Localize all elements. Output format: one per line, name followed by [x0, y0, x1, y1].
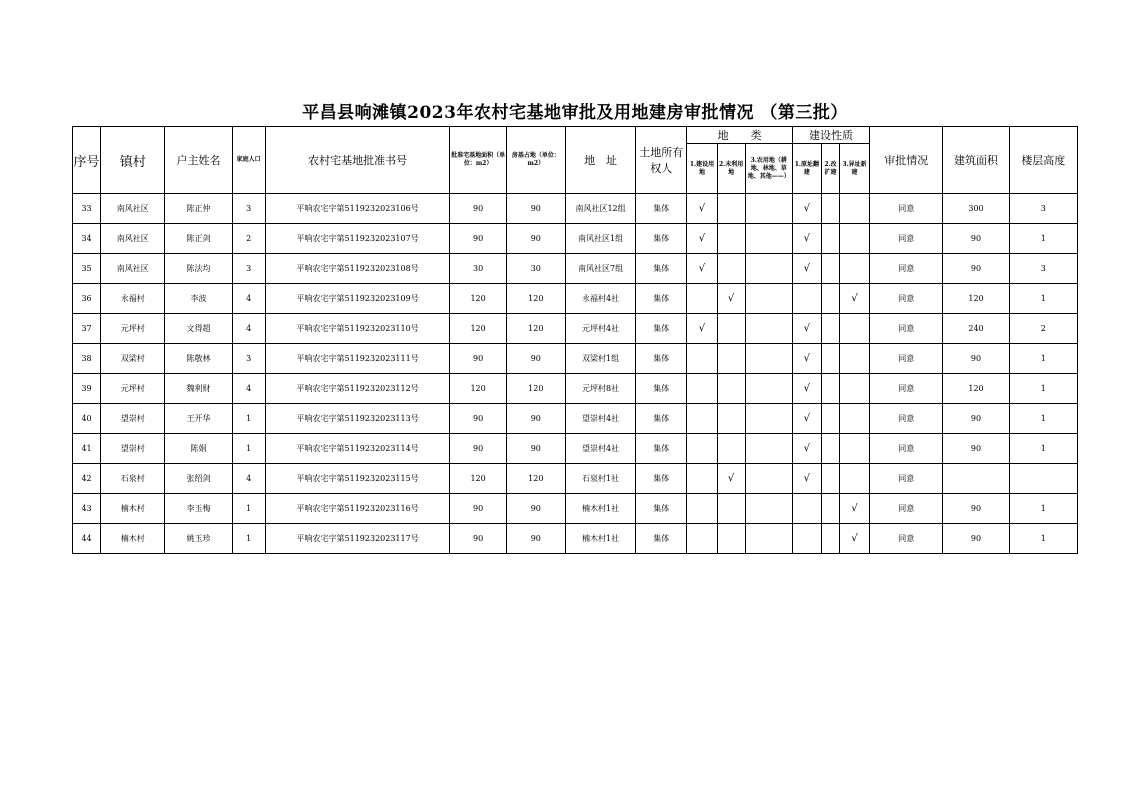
build-nature-3-mark: [839, 194, 869, 224]
table-row: [73, 404, 1078, 434]
seq-cell: 39: [73, 374, 101, 404]
header-build-nature-1-label: 1.原址翻建: [794, 160, 819, 176]
floor-area-cell: 90: [943, 404, 1009, 434]
approval-table: [72, 126, 1078, 554]
land-type-1-mark: [687, 464, 717, 494]
build-nature-1-mark: √: [792, 224, 821, 254]
floor-height-cell: 1: [1009, 344, 1077, 374]
build-nature-2-mark: [821, 374, 839, 404]
approved-area-cell: 90: [450, 494, 506, 524]
address-cell: 望崇村4社: [565, 404, 635, 434]
table-row: [73, 254, 1078, 284]
floor-area-cell: 90: [943, 434, 1009, 464]
land-type-3-mark: [745, 314, 792, 344]
build-nature-1-mark: [792, 284, 821, 314]
build-nature-3-mark: [839, 434, 869, 464]
approved-area-cell: 90: [450, 524, 506, 554]
header-land-type-2: [717, 144, 745, 194]
header-land-type-1: [687, 144, 717, 194]
land-type-2-mark: [717, 494, 745, 524]
family-size-cell: 1: [232, 434, 265, 464]
family-size-cell: 3: [232, 344, 265, 374]
floor-area-cell: [943, 464, 1009, 494]
address-cell: 南风社区12组: [565, 194, 635, 224]
build-nature-2-mark: [821, 254, 839, 284]
floor-area-cell: 300: [943, 194, 1009, 224]
land-type-3-mark: [745, 404, 792, 434]
table-row: [73, 374, 1078, 404]
approval-cell: 同意: [870, 374, 943, 404]
land-type-3-mark: [745, 194, 792, 224]
seq-cell: 44: [73, 524, 101, 554]
header-floor-area: 建筑面积: [943, 127, 1009, 194]
floor-area-cell: 120: [943, 374, 1009, 404]
address-cell: 南风社区7组: [565, 254, 635, 284]
build-nature-3-mark: [839, 224, 869, 254]
village-cell: 石泉村: [101, 464, 165, 494]
build-nature-2-mark: [821, 404, 839, 434]
build-nature-2-mark: [821, 224, 839, 254]
approval-cell: 同意: [870, 494, 943, 524]
table-row: [73, 314, 1078, 344]
house-area-cell: 120: [506, 314, 565, 344]
owner-cell: 王开华: [165, 404, 232, 434]
approved-area-cell: 120: [450, 374, 506, 404]
build-nature-3-mark: [839, 374, 869, 404]
owner-cell: 陈正剑: [165, 224, 232, 254]
header-build-nature-3: [839, 144, 869, 194]
approval-cell: 同意: [870, 404, 943, 434]
house-area-cell: 120: [506, 374, 565, 404]
house-area-cell: 90: [506, 434, 565, 464]
table-row: [73, 194, 1078, 224]
floor-height-cell: 3: [1009, 194, 1077, 224]
table-row: [73, 284, 1078, 314]
build-nature-1-mark: √: [792, 434, 821, 464]
land-type-1-mark: [687, 404, 717, 434]
cert-no-cell: 平响农宅字第5119232023106号: [265, 194, 450, 224]
build-nature-3-mark: [839, 344, 869, 374]
family-size-cell: 4: [232, 284, 265, 314]
floor-area-cell: 120: [943, 284, 1009, 314]
land-owner-cell: 集体: [636, 434, 687, 464]
cert-no-cell: 平响农宅字第5119232023114号: [265, 434, 450, 464]
build-nature-1-mark: [792, 524, 821, 554]
address-cell: 元坪村8社: [565, 374, 635, 404]
floor-height-cell: 3: [1009, 254, 1077, 284]
land-type-1-mark: √: [687, 194, 717, 224]
build-nature-1-mark: √: [792, 374, 821, 404]
house-area-cell: 90: [506, 494, 565, 524]
approved-area-cell: 90: [450, 344, 506, 374]
village-cell: 南风社区: [101, 254, 165, 284]
owner-cell: 陈法均: [165, 254, 232, 284]
seq-cell: 38: [73, 344, 101, 374]
approval-cell: 同意: [870, 254, 943, 284]
land-type-1-mark: √: [687, 314, 717, 344]
header-owner: 户主姓名: [165, 127, 232, 194]
seq-cell: 36: [73, 284, 101, 314]
header-town-village: 镇村: [101, 127, 165, 194]
cert-no-cell: 平响农宅字第5119232023107号: [265, 224, 450, 254]
land-owner-cell: 集体: [636, 314, 687, 344]
village-cell: 望崇村: [101, 434, 165, 464]
header-land-type-3: [745, 144, 792, 194]
approval-cell: 同意: [870, 314, 943, 344]
table-row: [73, 434, 1078, 464]
build-nature-3-mark: √: [839, 284, 869, 314]
floor-height-cell: 1: [1009, 524, 1077, 554]
seq-cell: 33: [73, 194, 101, 224]
header-floor-height: 楼层高度: [1009, 127, 1077, 194]
land-type-2-mark: [717, 524, 745, 554]
approval-cell: 同意: [870, 224, 943, 254]
family-size-cell: 1: [232, 404, 265, 434]
approval-cell: 同意: [870, 194, 943, 224]
header-land-type: 地 类: [687, 127, 792, 144]
family-size-cell: 1: [232, 524, 265, 554]
table-row: [73, 224, 1078, 254]
village-cell: 楠木村: [101, 524, 165, 554]
build-nature-3-mark: [839, 314, 869, 344]
approved-area-cell: 90: [450, 194, 506, 224]
village-cell: 南风社区: [101, 194, 165, 224]
land-type-3-mark: [745, 224, 792, 254]
header-land-type-3-label: 3.农用地（耕地、林地、草地、其他——）: [747, 156, 790, 180]
house-area-cell: 90: [506, 524, 565, 554]
land-type-3-mark: [745, 434, 792, 464]
land-type-1-mark: [687, 344, 717, 374]
family-size-cell: 3: [232, 254, 265, 284]
owner-cell: 魏利财: [165, 374, 232, 404]
owner-cell: 姚玉珍: [165, 524, 232, 554]
village-cell: 永福村: [101, 284, 165, 314]
header-house-area-label: 房基占地（单位：m2）: [511, 152, 560, 167]
floor-height-cell: 1: [1009, 374, 1077, 404]
land-type-1-mark: [687, 284, 717, 314]
approval-cell: 同意: [870, 344, 943, 374]
owner-cell: 李玉梅: [165, 494, 232, 524]
header-build-nature-2: [821, 144, 839, 194]
cert-no-cell: 平响农宅字第5119232023108号: [265, 254, 450, 284]
table-header: [73, 127, 1078, 194]
land-type-2-mark: [717, 224, 745, 254]
floor-height-cell: 1: [1009, 494, 1077, 524]
approval-cell: 同意: [870, 464, 943, 494]
cert-no-cell: 平响农宅字第5119232023113号: [265, 404, 450, 434]
village-cell: 元坪村: [101, 374, 165, 404]
approved-area-cell: 90: [450, 224, 506, 254]
seq-cell: 34: [73, 224, 101, 254]
seq-cell: 40: [73, 404, 101, 434]
land-type-2-mark: √: [717, 464, 745, 494]
build-nature-2-mark: [821, 434, 839, 464]
owner-cell: 李波: [165, 284, 232, 314]
cert-no-cell: 平响农宅字第5119232023109号: [265, 284, 450, 314]
header-cert-no: 农村宅基地批准书号: [265, 127, 450, 194]
build-nature-1-mark: √: [792, 344, 821, 374]
address-cell: 元坪村4社: [565, 314, 635, 344]
land-type-1-mark: √: [687, 254, 717, 284]
header-approval: 审批情况: [870, 127, 943, 194]
table-row: [73, 494, 1078, 524]
address-cell: 永福村4社: [565, 284, 635, 314]
seq-cell: 43: [73, 494, 101, 524]
cert-no-cell: 平响农宅字第5119232023115号: [265, 464, 450, 494]
land-owner-cell: 集体: [636, 464, 687, 494]
approved-area-cell: 120: [450, 284, 506, 314]
floor-height-cell: 1: [1009, 404, 1077, 434]
land-type-3-mark: [745, 374, 792, 404]
header-build-nature-2-label: 2.改扩建: [824, 160, 837, 176]
land-type-1-mark: [687, 434, 717, 464]
header-land-type-2-label: 2.未利用地: [718, 160, 744, 176]
land-owner-cell: 集体: [636, 494, 687, 524]
owner-cell: 陈敬林: [165, 344, 232, 374]
seq-cell: 35: [73, 254, 101, 284]
table-row: [73, 524, 1078, 554]
owner-cell: 张绍剑: [165, 464, 232, 494]
land-owner-cell: 集体: [636, 344, 687, 374]
cert-no-cell: 平响农宅字第5119232023116号: [265, 494, 450, 524]
header-family-size-label: 家庭人口: [236, 156, 261, 163]
land-owner-cell: 集体: [636, 254, 687, 284]
address-cell: 望崇村4社: [565, 434, 635, 464]
address-cell: 南风社区1组: [565, 224, 635, 254]
floor-area-cell: 90: [943, 494, 1009, 524]
header-build-nature: 建设性质: [792, 127, 869, 144]
land-type-3-mark: [745, 254, 792, 284]
owner-cell: 陈娟: [165, 434, 232, 464]
land-type-2-mark: [717, 254, 745, 284]
build-nature-1-mark: [792, 494, 821, 524]
family-size-cell: 1: [232, 494, 265, 524]
land-type-1-mark: [687, 524, 717, 554]
floor-area-cell: 90: [943, 344, 1009, 374]
header-land-owner: 土地所有权人: [636, 127, 687, 194]
approved-area-cell: 90: [450, 404, 506, 434]
header-seq: 序号: [73, 127, 101, 194]
house-area-cell: 120: [506, 284, 565, 314]
owner-cell: 陈正仲: [165, 194, 232, 224]
floor-area-cell: 90: [943, 524, 1009, 554]
build-nature-1-mark: √: [792, 254, 821, 284]
address-cell: 双梁村1组: [565, 344, 635, 374]
land-owner-cell: 集体: [636, 284, 687, 314]
address-cell: 楠木村1社: [565, 524, 635, 554]
build-nature-2-mark: [821, 464, 839, 494]
land-type-2-mark: [717, 434, 745, 464]
table-row: [73, 344, 1078, 374]
build-nature-3-mark: [839, 404, 869, 434]
approved-area-cell: 120: [450, 464, 506, 494]
header-land-type-1-label: 1.建设用地: [689, 160, 715, 176]
approval-cell: 同意: [870, 434, 943, 464]
land-owner-cell: 集体: [636, 194, 687, 224]
land-type-1-mark: [687, 494, 717, 524]
village-cell: 楠木村: [101, 494, 165, 524]
build-nature-1-mark: √: [792, 194, 821, 224]
land-type-1-mark: [687, 374, 717, 404]
table-body: [73, 194, 1078, 554]
land-type-3-mark: [745, 344, 792, 374]
seq-cell: 41: [73, 434, 101, 464]
build-nature-1-mark: √: [792, 314, 821, 344]
cert-no-cell: 平响农宅字第5119232023111号: [265, 344, 450, 374]
approved-area-cell: 120: [450, 314, 506, 344]
build-nature-3-mark: √: [839, 494, 869, 524]
approval-cell: 同意: [870, 284, 943, 314]
floor-area-cell: 240: [943, 314, 1009, 344]
build-nature-2-mark: [821, 344, 839, 374]
floor-area-cell: 90: [943, 224, 1009, 254]
floor-height-cell: 1: [1009, 284, 1077, 314]
house-area-cell: 30: [506, 254, 565, 284]
owner-cell: 文得超: [165, 314, 232, 344]
approved-area-cell: 30: [450, 254, 506, 284]
land-type-3-mark: [745, 464, 792, 494]
build-nature-2-mark: [821, 314, 839, 344]
build-nature-2-mark: [821, 194, 839, 224]
family-size-cell: 2: [232, 224, 265, 254]
village-cell: 南风社区: [101, 224, 165, 254]
build-nature-3-mark: [839, 254, 869, 284]
header-house-area: [506, 127, 565, 194]
land-type-2-mark: [717, 404, 745, 434]
village-cell: 双梁村: [101, 344, 165, 374]
page-title: 平昌县响滩镇2023年农村宅基地审批及用地建房审批情况 （第三批）: [302, 103, 848, 123]
build-nature-2-mark: [821, 494, 839, 524]
land-type-2-mark: √: [717, 284, 745, 314]
floor-height-cell: 1: [1009, 434, 1077, 464]
table-row: [73, 464, 1078, 494]
approval-cell: 同意: [870, 524, 943, 554]
seq-cell: 37: [73, 314, 101, 344]
land-type-3-mark: [745, 284, 792, 314]
land-type-2-mark: [717, 194, 745, 224]
build-nature-2-mark: [821, 524, 839, 554]
family-size-cell: 4: [232, 464, 265, 494]
land-type-3-mark: [745, 494, 792, 524]
seq-cell: 42: [73, 464, 101, 494]
house-area-cell: 90: [506, 404, 565, 434]
floor-height-cell: [1009, 464, 1077, 494]
floor-area-cell: 90: [943, 254, 1009, 284]
approved-area-cell: 90: [450, 434, 506, 464]
land-owner-cell: 集体: [636, 524, 687, 554]
land-owner-cell: 集体: [636, 224, 687, 254]
address-cell: 楠木村1社: [565, 494, 635, 524]
land-type-2-mark: [717, 344, 745, 374]
header-address: 地 址: [565, 127, 635, 194]
land-type-2-mark: [717, 314, 745, 344]
family-size-cell: 3: [232, 194, 265, 224]
build-nature-3-mark: [839, 464, 869, 494]
cert-no-cell: 平响农宅字第5119232023112号: [265, 374, 450, 404]
land-type-3-mark: [745, 524, 792, 554]
land-owner-cell: 集体: [636, 374, 687, 404]
land-owner-cell: 集体: [636, 404, 687, 434]
land-type-2-mark: [717, 374, 745, 404]
build-nature-2-mark: [821, 284, 839, 314]
village-cell: 望崇村: [101, 404, 165, 434]
header-approved-area-label: 批准宅基地面积（单位：m2）: [451, 152, 506, 167]
header-family-size: [232, 127, 265, 194]
house-area-cell: 90: [506, 224, 565, 254]
house-area-cell: 90: [506, 344, 565, 374]
header-build-nature-1: [792, 144, 821, 194]
build-nature-1-mark: √: [792, 464, 821, 494]
address-cell: 石泉村1社: [565, 464, 635, 494]
house-area-cell: 90: [506, 194, 565, 224]
village-cell: 元坪村: [101, 314, 165, 344]
header-build-nature-3-label: 3.异址新建: [842, 160, 867, 176]
header-approved-area: [450, 127, 506, 194]
house-area-cell: 120: [506, 464, 565, 494]
cert-no-cell: 平响农宅字第5119232023117号: [265, 524, 450, 554]
build-nature-1-mark: √: [792, 404, 821, 434]
floor-height-cell: 1: [1009, 224, 1077, 254]
build-nature-3-mark: √: [839, 524, 869, 554]
family-size-cell: 4: [232, 374, 265, 404]
family-size-cell: 4: [232, 314, 265, 344]
cert-no-cell: 平响农宅字第5119232023110号: [265, 314, 450, 344]
land-type-1-mark: √: [687, 224, 717, 254]
floor-height-cell: 2: [1009, 314, 1077, 344]
